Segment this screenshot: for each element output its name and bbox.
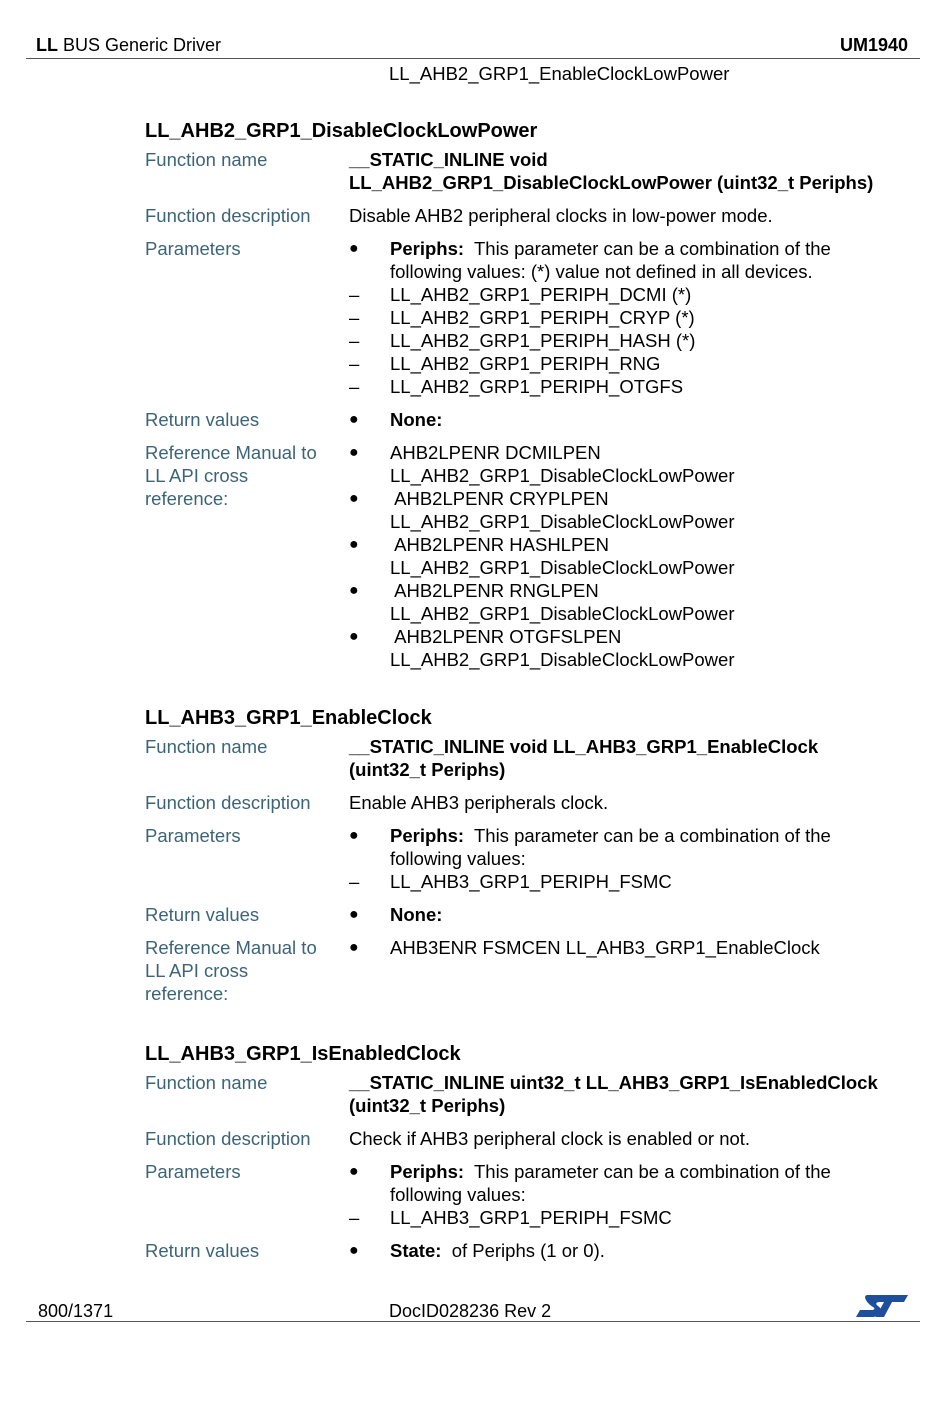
parameter-value: LL_AHB3_GRP1_PERIPH_FSMC	[390, 871, 672, 892]
parameter-value: LL_AHB3_GRP1_PERIPH_FSMC	[390, 1207, 672, 1228]
reference-register: AHB2LPENR OTGFSLPEN	[390, 626, 622, 647]
function-description-label: Function description	[145, 792, 311, 813]
function-name-value	[349, 148, 909, 194]
function-description-row	[145, 1127, 905, 1150]
dash-icon: –	[349, 353, 360, 374]
return-values-label: Return values	[145, 409, 260, 430]
reference-item	[349, 936, 909, 959]
dash-icon: –	[349, 307, 360, 328]
section-title: LL_AHB3_GRP1_EnableClock	[145, 707, 432, 729]
function-signature-line1: __STATIC_INLINE void LL_AHB3_GRP1_EnableClock	[349, 736, 819, 757]
reference-label	[145, 441, 349, 671]
return-values-row	[145, 1239, 905, 1262]
reference-value	[349, 936, 909, 1005]
reference-label-line3: reference:	[145, 488, 229, 509]
page-number: 800/1371	[38, 1301, 114, 1321]
reference-label-line3: reference:	[145, 983, 229, 1004]
function-name-label: Function name	[145, 1072, 268, 1093]
parameters-row	[145, 237, 905, 398]
function-description-label: Function description	[145, 205, 311, 226]
parameters-value	[349, 1160, 909, 1229]
bullet-icon: ●	[349, 1242, 359, 1259]
reference-text: AHB3ENR FSMCEN LL_AHB3_GRP1_EnableClock	[390, 937, 820, 958]
reference-label-line1: Reference Manual to	[145, 442, 317, 463]
dash-icon: –	[349, 871, 360, 892]
parameter-value-item	[349, 329, 909, 352]
section-title: LL_AHB3_GRP1_IsEnabledClock	[145, 1043, 461, 1065]
page-footer	[26, 1297, 920, 1322]
return-values-row	[145, 903, 905, 926]
function-signature-line1: __STATIC_INLINE void	[349, 149, 548, 170]
function-description-value: Enable AHB3 peripherals clock.	[349, 792, 609, 813]
function-description-value: Check if AHB3 peripheral clock is enabled or not.	[349, 1128, 751, 1149]
reference-function: LL_AHB2_GRP1_DisableClockLowPower	[390, 465, 735, 486]
return-values-label: Return values	[145, 904, 260, 925]
bullet-icon: ●	[349, 411, 359, 428]
reference-label-line1: Reference Manual to	[145, 937, 317, 958]
parameters-label: Parameters	[145, 1161, 241, 1182]
parameter-value-item	[349, 283, 909, 306]
section-ahb3-is-enabled-clock	[145, 1041, 905, 1272]
reference-function: LL_AHB2_GRP1_DisableClockLowPower	[390, 557, 735, 578]
reference-item	[349, 441, 909, 487]
parameter-text-line2: following values:	[390, 848, 526, 869]
reference-register: AHB2LPENR DCMILPEN	[390, 442, 601, 463]
header-doc-number: UM1940	[839, 35, 908, 55]
parameter-value-item	[349, 870, 909, 893]
parameter-text-line1: This parameter can be a combination of the	[473, 1161, 831, 1182]
reference-label-line2: LL API cross	[145, 465, 249, 486]
function-signature-line2: (uint32_t Periphs)	[349, 759, 506, 780]
function-description-row	[145, 204, 905, 227]
parameter-item	[349, 1160, 909, 1206]
reference-register: AHB2LPENR RNGLPEN	[390, 580, 599, 601]
header-title-rest: BUS Generic Driver	[58, 35, 222, 55]
return-values-value	[349, 1239, 909, 1262]
bullet-icon: ●	[349, 240, 359, 257]
function-signature-line2: LL_AHB2_GRP1_DisableClockLowPower (uint32_t Periphs)	[349, 172, 874, 193]
bullet-icon: ●	[349, 628, 359, 645]
bullet-icon: ●	[349, 906, 359, 923]
function-name-label: Function name	[145, 149, 268, 170]
function-name-row	[145, 1071, 905, 1117]
function-name-label: Function name	[145, 736, 268, 757]
parameter-name: Periphs:	[390, 825, 465, 846]
parameter-value: LL_AHB2_GRP1_PERIPH_HASH (*)	[390, 330, 696, 351]
reference-item	[349, 579, 909, 625]
parameters-row	[145, 1160, 905, 1229]
section-ahb3-enable-clock	[145, 705, 905, 1015]
return-values-value	[349, 903, 909, 926]
return-value: None:	[390, 904, 443, 925]
parameters-value	[349, 824, 909, 893]
reference-label-line2: LL API cross	[145, 960, 249, 981]
parameter-text-line2: following values: (*) value not defined in all devices.	[390, 261, 813, 282]
parameters-label: Parameters	[145, 825, 241, 846]
return-text: of Periphs (1 or 0).	[451, 1240, 605, 1261]
bullet-icon: ●	[349, 827, 359, 844]
parameter-value: LL_AHB2_GRP1_PERIPH_RNG	[390, 353, 661, 374]
parameter-text-line1: This parameter can be a combination of the	[473, 238, 831, 259]
parameter-value-item	[349, 375, 909, 398]
return-value: None:	[390, 409, 443, 430]
parameters-value	[349, 237, 909, 398]
parameter-value: LL_AHB2_GRP1_PERIPH_CRYP (*)	[390, 307, 695, 328]
function-name-row	[145, 148, 905, 194]
bullet-icon: ●	[349, 582, 359, 599]
bullet-icon: ●	[349, 490, 359, 507]
function-name-value	[349, 1071, 909, 1117]
doc-id: DocID028236 Rev 2	[389, 1301, 552, 1321]
reference-register: AHB2LPENR HASHLPEN	[390, 534, 610, 555]
continued-reference: LL_AHB2_GRP1_EnableClockLowPower	[389, 63, 730, 84]
parameters-row	[145, 824, 905, 893]
bullet-icon: ●	[349, 1163, 359, 1180]
bullet-icon: ●	[349, 536, 359, 553]
parameter-value: LL_AHB2_GRP1_PERIPH_DCMI (*)	[390, 284, 692, 305]
reference-function: LL_AHB2_GRP1_DisableClockLowPower	[390, 603, 735, 624]
bullet-icon: ●	[349, 444, 359, 461]
function-name-value	[349, 735, 909, 781]
dash-icon: –	[349, 284, 360, 305]
parameter-name: Periphs:	[390, 238, 465, 259]
function-signature-line2: (uint32_t Periphs)	[349, 1095, 506, 1116]
reference-item	[349, 487, 909, 533]
function-description-value: Disable AHB2 peripheral clocks in low-power mode.	[349, 205, 773, 226]
parameter-text-line1: This parameter can be a combination of the	[473, 825, 831, 846]
parameter-text-line2: following values:	[390, 1184, 526, 1205]
dash-icon: –	[349, 330, 360, 351]
bullet-icon: ●	[349, 939, 359, 956]
parameter-value-item	[349, 352, 909, 375]
return-values-value	[349, 408, 909, 431]
reference-item	[349, 533, 909, 579]
header-title	[36, 34, 221, 57]
function-description-label: Function description	[145, 1128, 311, 1149]
function-description-row	[145, 791, 905, 814]
section-title: LL_AHB2_GRP1_DisableClockLowPower	[145, 120, 538, 142]
dash-icon: –	[349, 1207, 360, 1228]
reference-item	[349, 625, 909, 671]
function-signature-line1: __STATIC_INLINE uint32_t LL_AHB3_GRP1_IsEnabledClock	[349, 1072, 878, 1093]
reference-function: LL_AHB2_GRP1_DisableClockLowPower	[390, 511, 735, 532]
parameter-name: Periphs:	[390, 1161, 465, 1182]
parameter-value: LL_AHB2_GRP1_PERIPH_OTGFS	[390, 376, 684, 397]
reference-function: LL_AHB2_GRP1_DisableClockLowPower	[390, 649, 735, 670]
reference-value	[349, 441, 909, 671]
return-name: State:	[390, 1240, 442, 1261]
reference-register: AHB2LPENR CRYPLPEN	[390, 488, 609, 509]
reference-row	[145, 441, 905, 671]
section-disable-clock-low-power	[145, 118, 905, 681]
reference-label	[145, 936, 349, 1005]
parameter-value-item	[349, 306, 909, 329]
return-values-label: Return values	[145, 1240, 260, 1261]
header-title-bold: LL	[36, 35, 58, 55]
parameter-item	[349, 824, 909, 870]
function-name-row	[145, 735, 905, 781]
parameter-value-item	[349, 1206, 909, 1229]
page-header	[26, 34, 920, 59]
reference-row	[145, 936, 905, 1005]
dash-icon: –	[349, 376, 360, 397]
st-logo-icon	[854, 1291, 910, 1321]
parameters-label: Parameters	[145, 238, 241, 259]
parameter-item	[349, 237, 909, 283]
return-values-row	[145, 408, 905, 431]
